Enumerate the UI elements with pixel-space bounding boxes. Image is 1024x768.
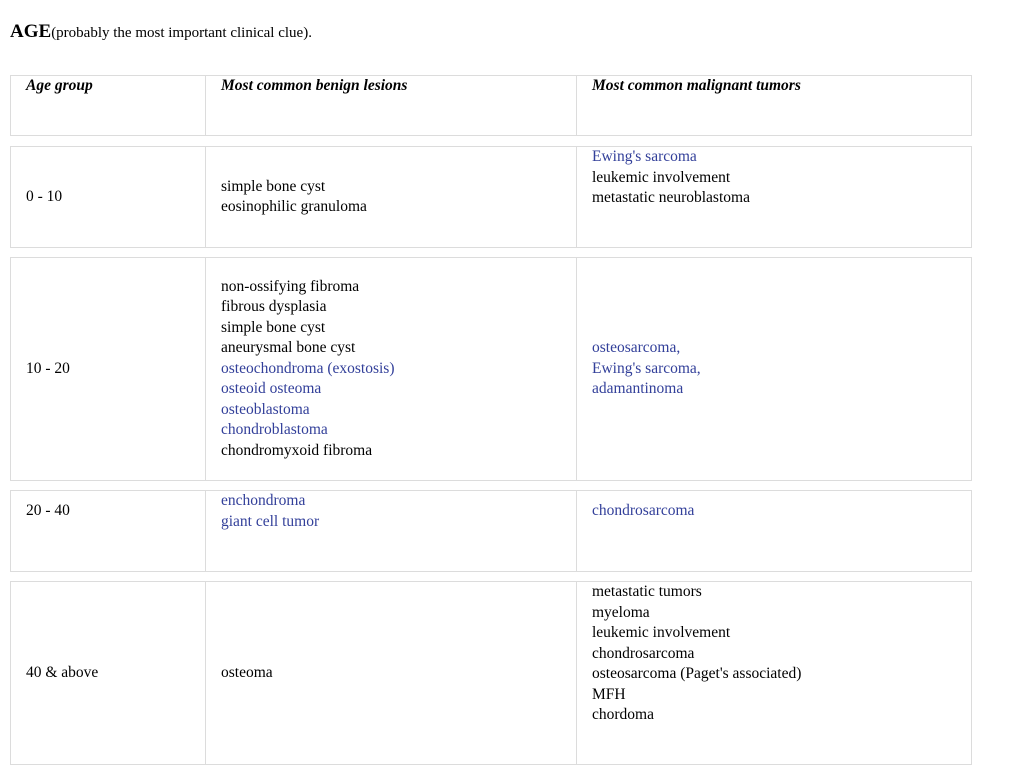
lesion-item: osteoma <box>221 663 273 681</box>
header-malignant-label: Most common malignant tumors <box>592 77 801 94</box>
lesion-link[interactable]: adamantinoma <box>592 380 684 398</box>
header-malignant <box>576 76 971 135</box>
lesion-link[interactable]: osteosarcoma, <box>592 339 681 357</box>
age-cell <box>11 258 205 480</box>
lesion-item: chondrosarcoma <box>592 644 695 662</box>
lesion-item: MFH <box>592 685 626 703</box>
header-age-group-label: Age group <box>26 77 93 94</box>
benign-cell <box>205 258 576 480</box>
age-cell <box>11 147 205 247</box>
lesion-link[interactable]: chondrosarcoma <box>592 502 695 519</box>
lesion-item: leukemic involvement <box>592 168 731 186</box>
lesion-item: leukemic involvement <box>592 624 731 641</box>
age-cell <box>11 491 205 571</box>
lesion-link[interactable]: chondroblastoma <box>221 421 328 439</box>
page-title <box>10 20 312 45</box>
lesion-item: metastatic neuroblastoma <box>592 189 750 206</box>
lesion-link[interactable]: osteoid osteoma <box>221 380 322 398</box>
age-label: 40 & above <box>26 663 99 681</box>
table-header-row <box>10 75 972 136</box>
lesion-link[interactable]: osteoblastoma <box>221 400 310 418</box>
benign-cell <box>205 582 576 764</box>
lesion-item: fibrous dysplasia <box>221 298 327 316</box>
header-benign <box>205 76 576 135</box>
lesion-link[interactable]: Ewing's sarcoma, <box>592 359 701 377</box>
malignant-cell <box>576 582 971 764</box>
table-row <box>10 490 972 572</box>
table-row <box>10 257 972 481</box>
lesion-item: simple bone cyst <box>221 177 326 195</box>
age-label: 20 - 40 <box>26 502 70 519</box>
lesion-item: osteosarcoma (Paget's associated) <box>592 665 802 682</box>
malignant-cell <box>576 258 971 480</box>
benign-cell <box>205 491 576 571</box>
age-cell <box>11 582 205 764</box>
lesion-item: metastatic tumors <box>592 583 702 600</box>
malignant-cell <box>576 491 971 571</box>
header-benign-label: Most common benign lesions <box>221 77 408 94</box>
page-subtitle: (probably the most important clinical clue). <box>51 25 312 41</box>
table-row <box>10 581 972 765</box>
table-row <box>10 146 972 248</box>
header-age-group <box>11 76 205 135</box>
lesion-item: myeloma <box>592 603 650 621</box>
lesion-link[interactable]: enchondroma <box>221 492 306 509</box>
benign-cell <box>205 147 576 247</box>
malignant-cell <box>576 147 971 247</box>
lesion-item: non-ossifying fibroma <box>221 277 360 295</box>
lesion-item: simple bone cyst <box>221 318 326 336</box>
page-heading: AGE <box>10 21 52 42</box>
lesion-item: chondromyxoid fibroma <box>221 441 373 459</box>
lesion-link[interactable]: giant cell tumor <box>221 512 320 530</box>
lesion-link[interactable]: osteochondroma (exostosis) <box>221 359 395 377</box>
age-label: 0 - 10 <box>26 187 63 205</box>
lesion-item: aneurysmal bone cyst <box>221 339 356 357</box>
lesion-item: chordoma <box>592 706 654 723</box>
lesion-link[interactable]: Ewing's sarcoma <box>592 148 697 165</box>
lesion-item: eosinophilic granuloma <box>221 198 367 215</box>
age-label: 10 - 20 <box>26 359 70 377</box>
